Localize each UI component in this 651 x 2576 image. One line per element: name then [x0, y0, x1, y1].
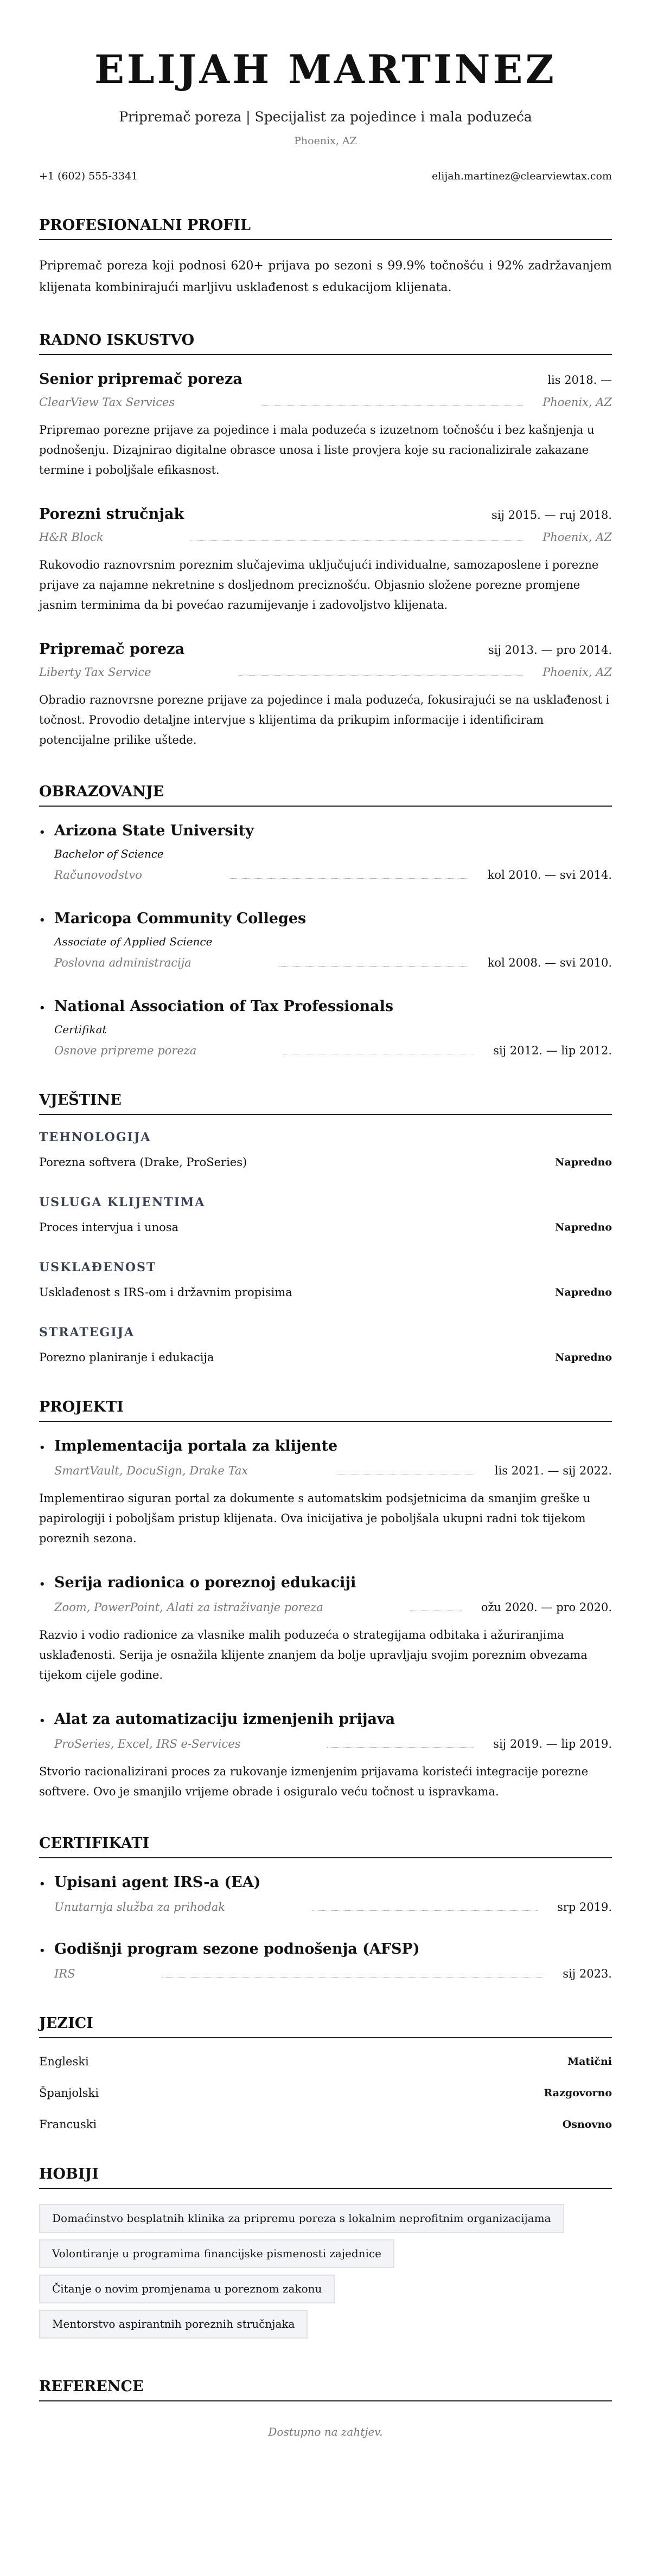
references-text: Dostupno na zahtjev.	[268, 2425, 383, 2438]
job-title: Porezni stručnjak	[39, 506, 184, 523]
school-name-text: Maricopa Community Colleges	[54, 910, 307, 927]
school-name	[39, 910, 612, 930]
job-dates: sij 2013. — pro 2014.	[488, 643, 612, 656]
meta-row	[54, 1966, 612, 1982]
education-section	[39, 783, 612, 1059]
projects-section	[39, 1398, 612, 1802]
section-title: PROFESIONALNI PROFIL	[39, 216, 612, 240]
job-title-row	[39, 640, 612, 659]
dotted-leader	[278, 966, 468, 967]
dotted-leader	[238, 675, 523, 676]
dotted-leader	[229, 878, 468, 879]
language-row	[39, 2053, 612, 2070]
job-dates: lis 2018. —	[547, 373, 612, 387]
meta-row	[54, 1463, 612, 1479]
section-title: RADNO ISKUSTVO	[39, 331, 612, 355]
education-details	[39, 934, 612, 971]
skill-row	[39, 1154, 612, 1170]
meta-right: Phoenix, AZ	[542, 666, 612, 679]
candidate-name: ELIJAH MARTINEZ	[94, 46, 557, 92]
meta-row	[54, 1736, 612, 1752]
profile-text: Pripremač poreza koji podnosi 620+ prijava po sezoni s 99.9% točnošću i 92% zadržavanjem klijenata kombinirajući marljivu usklađenost s edukacijom klijenata.	[39, 259, 612, 294]
meta-left: Zoom, PowerPoint, Alati za istraživanje poreza	[54, 1601, 323, 1614]
language-row	[39, 2116, 612, 2133]
meta-right: Phoenix, AZ	[542, 396, 612, 409]
meta-left: Liberty Tax Service	[39, 666, 151, 679]
meta-left: Osnove pripreme poreza	[54, 1044, 197, 1057]
meta-left: SmartVault, DocuSign, Drake Tax	[54, 1464, 248, 1477]
meta-left: IRS	[54, 1967, 75, 1980]
meta-row	[39, 529, 612, 545]
language-row	[39, 2085, 612, 2101]
job-subtitle: Pripremač poreza | Specijalist za pojedince i mala poduzeća	[119, 109, 532, 125]
language-name: Francuski	[39, 2118, 97, 2131]
bullet-icon: •	[39, 915, 46, 926]
bullet-icon: •	[39, 1715, 46, 1727]
meta-row	[54, 1899, 612, 1915]
project-title	[39, 1437, 612, 1457]
email-address[interactable]: elijah.martinez@clearviewtax.com	[431, 170, 612, 182]
project-title-text: Alat za automatizaciju izmenjenih prijava	[54, 1711, 395, 1728]
job-description: Obradio raznovrsne porezne prijave za pojedince i mala poduzeća, fokusirajući se na usklađenost i točnost. Provodio detaljne intervjue s klijentima da prikupim informacije i identificiram potencijalne prilike uštede.	[39, 693, 610, 746]
meta-right: srp 2019.	[557, 1901, 612, 1914]
meta-left: Računovodstvo	[54, 868, 142, 881]
school-name	[39, 997, 612, 1017]
profile-section	[39, 216, 612, 299]
skill-name: Usklađenost s IRS-om i državnim propisima	[39, 1286, 292, 1299]
project-meta	[39, 1463, 612, 1479]
skill-row	[39, 1349, 612, 1366]
certification-meta	[39, 1899, 612, 1915]
skill-row	[39, 1219, 612, 1235]
language-name: Španjolski	[39, 2086, 99, 2100]
skill-level: Napredno	[555, 1286, 612, 1298]
skill-group	[39, 1260, 612, 1300]
skills-section	[39, 1091, 612, 1366]
job-title-row	[39, 505, 612, 524]
language-level: Osnovno	[562, 2118, 612, 2130]
meta-left: Poslovna administracija	[54, 956, 192, 969]
certification-entry	[39, 1873, 612, 1915]
school-name-text: National Association of Tax Professionals	[54, 998, 394, 1015]
contact-row	[39, 169, 612, 184]
section-title: CERTIFIKATI	[39, 1834, 612, 1858]
section-title: REFERENCE	[39, 2378, 612, 2401]
degree: Associate of Applied Science	[54, 935, 213, 948]
education-entry	[39, 910, 612, 971]
degree: Certifikat	[54, 1023, 107, 1036]
skill-name: Porezno planiranje i edukacija	[39, 1351, 214, 1364]
certification-name-text: Godišnji program sezone podnošenja (AFSP)	[54, 1941, 420, 1957]
references-section	[39, 2378, 612, 2438]
skill-category: USLUGA KLIJENTIMA	[39, 1195, 206, 1209]
meta-row	[54, 1042, 612, 1059]
hobby-tag: Domaćinstvo besplatnih klinika za pripremu poreza s lokalnim neprofitnim organizacijama	[39, 2204, 564, 2233]
meta-row	[54, 867, 612, 883]
dotted-leader	[190, 540, 523, 541]
phone-number[interactable]: +1 (602) 555-3341	[39, 170, 138, 182]
job-entry	[39, 370, 612, 480]
hobby-tag: Čitanje o novim promjenama u poreznom zakonu	[39, 2275, 335, 2303]
job-title: Senior pripremač poreza	[39, 371, 242, 388]
education-details	[39, 846, 612, 883]
hobby-tag: Volontiranje u programima financijske pismenosti zajednice	[39, 2239, 394, 2268]
dotted-leader	[162, 1977, 544, 1978]
job-description: Rukovodio raznovrsnim poreznim slučajevima uključujući individualne, samozaposlene i porezne prijave za najamne nekretnine s dosljednom preciznošću. Objasnio složene porezne promjene jasnim terminima da bi povećao razumijevanje i zadovoljstvo klijenata.	[39, 558, 599, 611]
meta-left: ProSeries, Excel, IRS e-Services	[54, 1737, 241, 1750]
certifications-section	[39, 1834, 612, 1982]
meta-right: sij 2019. — lip 2019.	[493, 1737, 612, 1750]
bullet-icon: •	[39, 1878, 46, 1890]
education-details	[39, 1022, 612, 1059]
school-name-text: Arizona State University	[54, 822, 254, 839]
job-title: Pripremač poreza	[39, 641, 185, 658]
meta-right: sij 2012. — lip 2012.	[493, 1044, 612, 1057]
languages-section	[39, 2014, 612, 2133]
skill-level: Napredno	[555, 1221, 612, 1233]
hobbies-section	[39, 2165, 612, 2345]
meta-right: lis 2021. — sij 2022.	[494, 1464, 612, 1477]
project-meta	[39, 1736, 612, 1752]
skill-category: USKLAĐENOST	[39, 1260, 157, 1274]
candidate-location: Phoenix, AZ	[294, 135, 357, 147]
job-dates: sij 2015. — ruj 2018.	[491, 508, 612, 521]
section-title: HOBIJI	[39, 2165, 612, 2189]
skill-level: Napredno	[555, 1156, 612, 1168]
dotted-leader	[261, 405, 523, 406]
resume-header	[39, 0, 612, 184]
dotted-leader	[327, 1747, 474, 1748]
language-name: Engleski	[39, 2055, 89, 2068]
skill-row	[39, 1284, 612, 1300]
certification-entry	[39, 1940, 612, 1982]
skill-name: Porezna softvera (Drake, ProSeries)	[39, 1156, 247, 1169]
project-title	[39, 1574, 612, 1594]
project-entry	[39, 1574, 612, 1685]
certification-name	[39, 1873, 612, 1894]
job-description: Pripremao porezne prijave za pojedince i mala poduzeća s izuzetnom točnošću i bez kašnjenja u podnošenju. Dizajnirao digitalne obrasce unosa i liste provjera koje su racionalizirale zakazane termine i poboljšale efikasnost.	[39, 423, 595, 476]
meta-left: H&R Block	[39, 531, 104, 544]
hobby-tag: Mentorstvo aspirantnih poreznih stručnjaka	[39, 2310, 308, 2339]
bullet-icon: •	[39, 1945, 46, 1956]
education-entry	[39, 822, 612, 883]
skill-group	[39, 1195, 612, 1235]
meta-right: kol 2008. — svi 2010.	[487, 956, 612, 969]
skill-group	[39, 1130, 612, 1170]
skill-category: STRATEGIJA	[39, 1325, 135, 1339]
language-level: Razgovorno	[544, 2087, 612, 2099]
job-title-row	[39, 370, 612, 389]
bullet-icon: •	[39, 1579, 46, 1590]
meta-left: Unutarnja služba za prihodak	[54, 1901, 226, 1914]
meta-row	[39, 394, 612, 410]
section-title: VJEŠTINE	[39, 1091, 612, 1115]
meta-right: sij 2023.	[563, 1967, 612, 1980]
project-description: Stvorio racionalizirani proces za rukovanje izmenjenim prijavama koristeći integracije porezne softvere. Ovo je smanjilo vrijeme obrade i osiguralo veću točnost u ispravkama.	[39, 1765, 589, 1798]
meta-row	[54, 955, 612, 971]
project-title-text: Implementacija portala za klijente	[54, 1438, 338, 1454]
bullet-icon: •	[39, 1002, 46, 1014]
section-title: PROJEKTI	[39, 1398, 612, 1422]
project-title-text: Serija radionica o poreznoj edukaciji	[54, 1574, 356, 1591]
project-entry	[39, 1437, 612, 1549]
meta-row	[54, 1599, 612, 1615]
skill-category: TEHNOLOGIJA	[39, 1130, 151, 1144]
skill-name: Proces intervjua i unosa	[39, 1221, 179, 1234]
project-meta	[39, 1599, 612, 1615]
bullet-icon: •	[39, 1442, 46, 1453]
skill-level: Napredno	[555, 1351, 612, 1363]
bullet-icon: •	[39, 827, 46, 838]
project-description: Implementirao siguran portal za dokumente s automatskim podsjetnicima da smanjim greške u papirologiji i poboljšam pristup klijenata. Ova inicijativa je poboljšala ukupni radni tok tijekom poreznih sezona.	[39, 1492, 591, 1545]
section-title: OBRAZOVANJE	[39, 783, 612, 807]
section-title: JEZICI	[39, 2014, 612, 2038]
experience-section	[39, 331, 612, 750]
degree: Bachelor of Science	[54, 847, 164, 860]
job-entry	[39, 505, 612, 615]
certification-name	[39, 1940, 612, 1960]
meta-right: kol 2010. — svi 2014.	[487, 868, 612, 881]
meta-right: Phoenix, AZ	[542, 531, 612, 544]
school-name	[39, 822, 612, 842]
project-title	[39, 1710, 612, 1730]
meta-left: ClearView Tax Services	[39, 396, 175, 409]
project-description: Razvio i vodio radionice za vlasnike malih poduzeća o strategijama odbitaka i ažuriranjima usklađenosti. Serija je osnažila klijente znanjem da bolje upravljaju svojim poreznim obvezama tijekom cijele godine.	[39, 1628, 588, 1682]
certification-name-text: Upisani agent IRS-a (EA)	[54, 1874, 261, 1891]
education-entry	[39, 997, 612, 1059]
skill-group	[39, 1325, 612, 1366]
dotted-leader	[312, 1910, 538, 1911]
job-entry	[39, 640, 612, 750]
project-entry	[39, 1710, 612, 1802]
meta-row	[39, 664, 612, 680]
meta-right: ožu 2020. — pro 2020.	[481, 1601, 612, 1614]
certification-meta	[39, 1966, 612, 1982]
language-level: Matični	[567, 2056, 612, 2068]
